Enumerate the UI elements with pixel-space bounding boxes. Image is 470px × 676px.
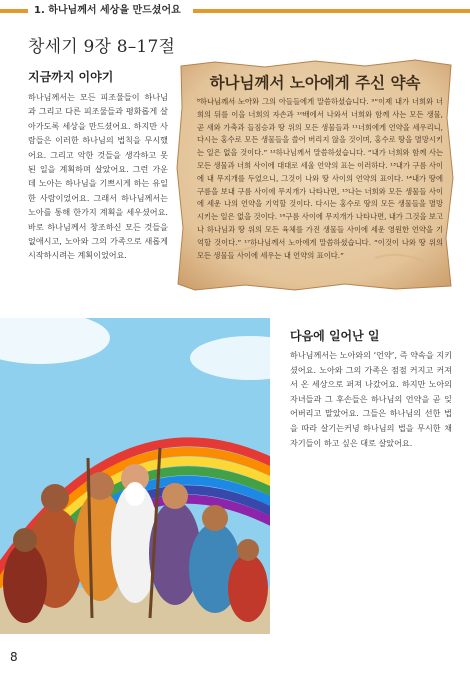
chapter-header	[0, 0, 470, 22]
next-body: 하나님께서는 노아와의 ‘언약’, 즉 약속을 지키셨어요. 노아와 그의 가족은 점점 커지고 커져서 온 세상으로 퍼져 나갔어요. 하지만 노아의 자녀들과 그 후손들은 하나님의 언약을 곧 잊어버리고 말았어요. 그들은 하나님의 선한 법을 따라 살기는커녕 하나님의 법을 무시한 채 자기들이 하고 싶은 대로 살았어요.	[290, 350, 452, 448]
chapter-section-label: 1. 하나님께서 세상을 만드셨어요	[28, 2, 193, 20]
page-number: 8	[10, 650, 18, 664]
page-title: 창세기 9장 8–17절	[28, 37, 176, 57]
noah-family-rainbow-illustration	[0, 318, 270, 634]
story-heading: 지금까지 이야기	[28, 70, 114, 84]
rainbow-scene	[0, 318, 270, 634]
story-body: 하나님께서는 모든 피조물들이 하나님과 그리고 다른 피조물들과 평화롭게 살아가도록 세상을 만드셨어요. 하지만 사람들은 이러한 하나님의 법칙을 무시했어요. 그리고 악한 것들을 생각하고 못된 일을 계획하며 살았어요. 그런 가운데 노아는 하나님을 기쁘시게 하는 유일한 사람이었어요. 그래서 하나님께서는 노아를 통해 한가지 계획을 세우셨어요. 바로 하나님께서 창조하신 모든 것들을 없애시고, 노아와 그의 가족으로 새롭게 시작하시려는 계획이었어요.	[28, 92, 168, 261]
scripture-title: 하나님께서 노아에게 주신 약속	[209, 74, 421, 92]
scripture-body: ⁸하나님께서 노아와 그의 아들들에게 말씀하셨습니다. ⁹“이제 내가 너희와 너희의 뒤를 이을 너희의 자손과 ¹⁰배에서 나와서 너희와 함께 사는 모든 생물, 곧 새와 가축과 들짐승과 땅 위의 모든 생물들과 ¹¹너희에게 언약을 세우리니, 다시는 홍수로 모든 생물들을 쓸어 버리지 않을 것이며, 홍수로 땅을 멸망시키는 일은 없을 것이다.” ¹²하나님께서 말씀하셨습니다. “내가 너희와 함께 사는 모든 생물과 너희 사이에 대대로 세울 언약의 표는 이러하다. ¹³내가 구름 사이에 내 무지개를 두었으니, 그것이 나와 땅 사이의 언약의 표이다. ¹⁴내가 땅에 구름을 보내 구름 사이에 무지개가 나타나면, ¹⁵나는 너희와 모든 생물들 사이에 세운 나의 언약을 기억할 것이다. 다시는 홍수로 땅의 모든 생물들을 멸망시키는 일은 없을 것이다. ¹⁶구름 사이에 무지개가 나타나면, 내가 그것을 보고 나 하나님과 땅 위의 모든 육체를 가진 생물들 사이에 세운 영원한 언약을 기억할 것이다.” ¹⁷하나님께서 노아에게 말씀하셨습니다. “이것이 나와 땅 위의 모든 생물들 사이에 세우는 내 언약의 표이다.”	[197, 97, 443, 260]
next-heading: 다음에 일어난 일	[290, 329, 380, 343]
